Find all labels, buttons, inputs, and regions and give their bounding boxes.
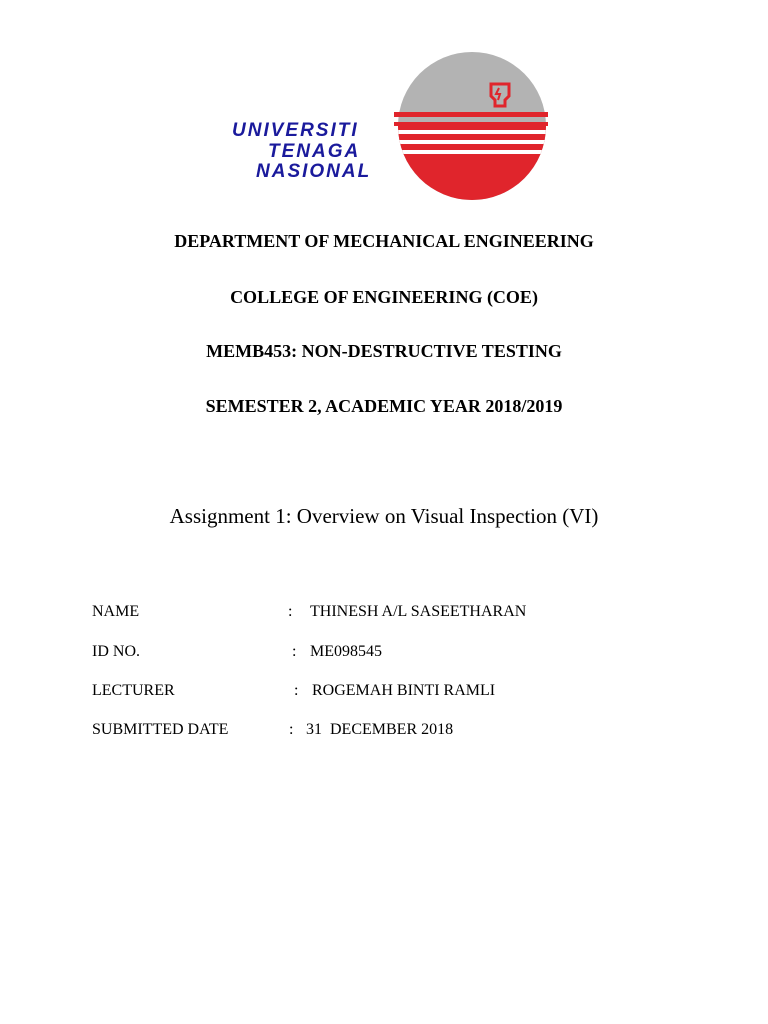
detail-label: NAME [92, 603, 140, 620]
detail-row-lecturer [92, 682, 692, 704]
course-heading: MEMB453: NON-DESTRUCTIVE TESTING [206, 341, 562, 361]
detail-row-name [92, 603, 692, 625]
detail-separator: : [289, 721, 294, 738]
detail-row-id [92, 643, 692, 665]
detail-separator: : [294, 682, 299, 699]
detail-value: ME098545 [310, 643, 382, 660]
logo-text-line3: NASIONAL [256, 161, 372, 182]
logo-text-line1: UNIVERSITI [232, 120, 359, 141]
detail-value: ROGEMAH BINTI RAMLI [312, 682, 496, 699]
detail-row-submitted-date [92, 721, 692, 743]
detail-label: SUBMITTED DATE [92, 721, 229, 738]
university-logo [226, 52, 548, 202]
detail-label: LECTURER [92, 682, 175, 699]
semester-heading: SEMESTER 2, ACADEMIC YEAR 2018/2019 [205, 396, 563, 416]
logo-text-line2: TENAGA [268, 141, 361, 162]
department-heading: DEPARTMENT OF MECHANICAL ENGINEERING [174, 231, 594, 251]
detail-separator: : [292, 643, 297, 660]
college-heading: COLLEGE OF ENGINEERING (COE) [230, 287, 538, 307]
detail-value: THINESH A/L SASEETHARAN [310, 603, 527, 620]
detail-value: 31 DECEMBER 2018 [306, 721, 454, 738]
detail-separator: : [288, 603, 293, 620]
detail-label: ID NO. [92, 643, 140, 660]
assignment-title: Assignment 1: Overview on Visual Inspection (VI) [169, 504, 599, 528]
